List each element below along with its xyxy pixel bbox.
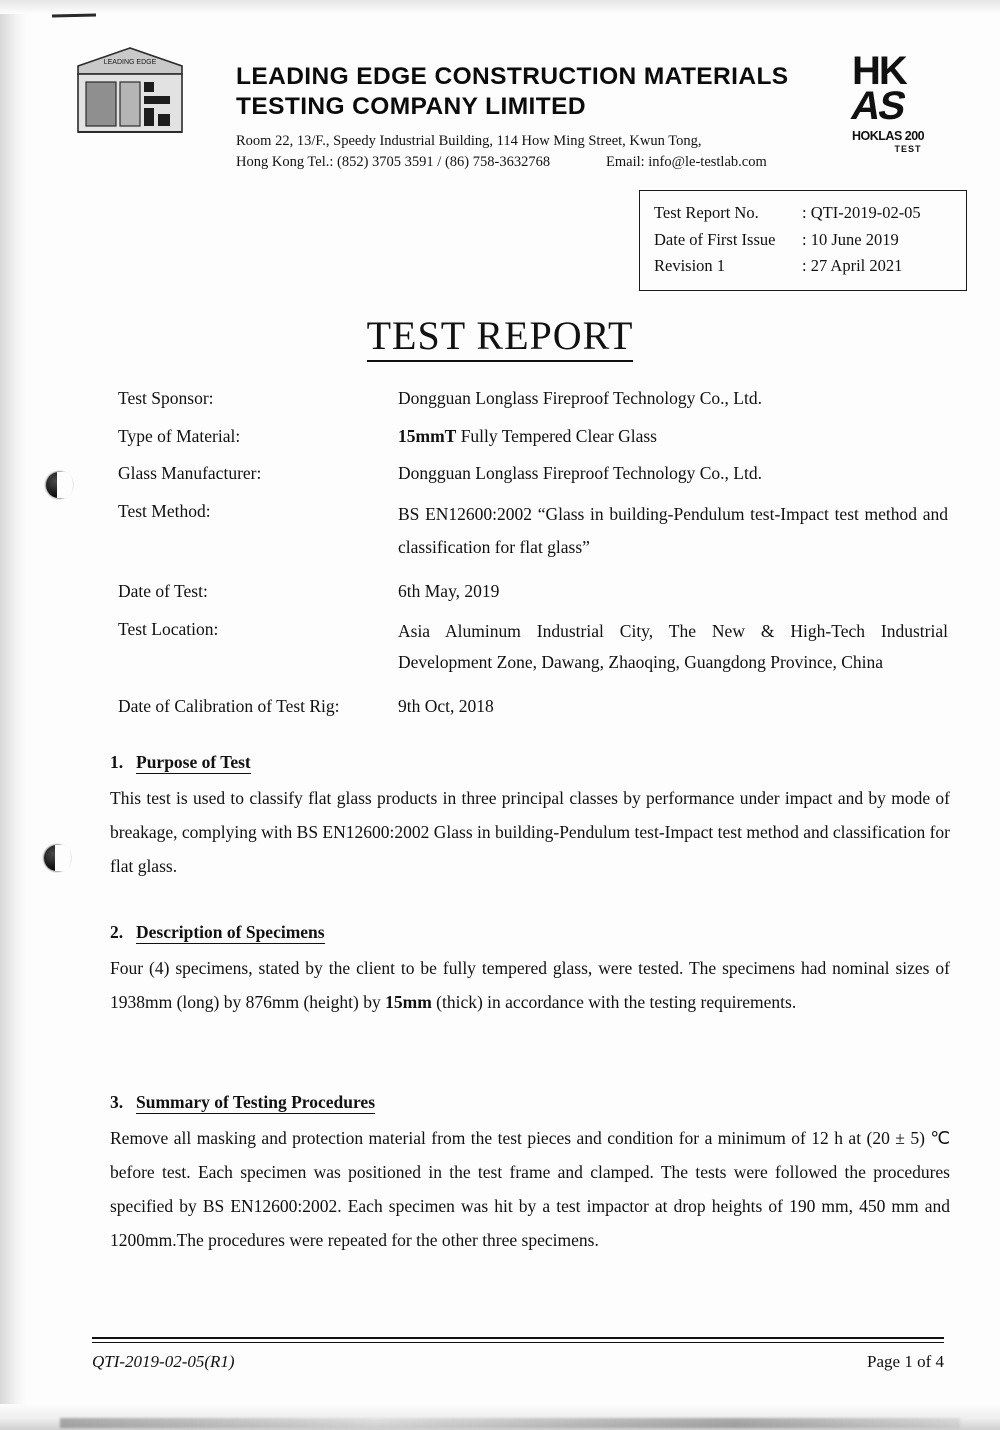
footer-page-number: Page 1 of 4 [867,1352,944,1371]
svg-text:LEADING EDGE: LEADING EDGE [103,59,157,66]
section-number: 1. [110,752,124,772]
meta-label: Test Sponsor: [118,388,214,408]
company-name-line2: TESTING COMPANY LIMITED [236,92,586,120]
report-metadata [118,385,948,730]
section-heading [110,922,950,943]
section-body-part1: Four (4) specimens, stated by the client to be fully tempered glass, were tested. The specimens had nominal sizes of 1938mm (long) by 876mm (height) by [110,958,950,1013]
section-body-emphasis: 15mm [385,992,432,1013]
section-heading-text: Purpose of Test [136,752,251,772]
accreditation-mark-top: HK [852,49,906,93]
meta-row-test-method [118,498,948,565]
scan-smudge [60,1418,960,1428]
meta-label: Date of Calibration of Test Rig: [118,695,340,716]
report-identification-box [639,190,967,291]
meta-row-test-sponsor [118,385,948,412]
meta-row-test-location [118,616,948,679]
meta-value: 9th Oct, 2018 [398,695,494,716]
company-address-line2: Hong Kong Tel.: (852) 3705 3591 / (86) 758-3632768 [236,153,551,170]
meta-value: BS EN12600:2002 “Glass in building-Pendulum test-Impact test method and classification for flat glass” [398,503,948,558]
section-heading [110,752,950,773]
section-body: Remove all masking and protection material from the test pieces and condition for a minimum of 12 h at (20 ± 5) ℃ before test. Each specimen was positioned in the test frame and clamped. The tests were followed the procedures specified by BS EN12600:2002. Each specimen was hit by a test impactor at drop heights of 190 mm, 450 mm and 1200mm.The procedures were repeated for the other three specimens. [110,1128,950,1251]
meta-value: Dongguan Longlass Fireproof Technology Co., Ltd. [398,463,762,484]
meta-row-type-of-material [118,423,948,450]
meta-value: Dongguan Longlass Fireproof Technology Co., Ltd. [398,388,762,408]
scan-edge-top [0,0,1000,14]
company-identity [236,62,816,173]
meta-row-glass-manufacturer [118,460,948,487]
section-number: 3. [110,1092,124,1112]
section-summary-of-testing-procedures [110,1092,950,1258]
section-body-part2: (thick) in accordance with the testing requirements. [431,992,797,1013]
meta-label: Test Method: [118,500,211,521]
binder-hole-icon [46,472,72,498]
corner-mark [52,14,96,18]
meta-row-date-of-test [118,578,948,605]
binder-hole-icon [44,845,70,871]
footer-doc-ref: QTI-2019-02-05(R1) [92,1352,235,1371]
company-address-line1: Room 22, 13/F., Speedy Industrial Building, 114 How Ming Street, Kwun Tong, [236,132,702,149]
meta-value [398,423,948,450]
page-title-text: TEST REPORT [367,313,634,362]
report-row [654,227,954,254]
first-issue-value: : 10 June 2019 [802,229,899,249]
company-logo-icon [72,44,187,136]
section-heading-text: Description of Specimens [136,922,325,942]
footer-divider [92,1337,944,1343]
company-name-line1: LEADING EDGE CONSTRUCTION MATERIALS [236,63,789,90]
accreditation-band-sub: TEST [894,144,922,155]
section-body: This test is used to classify flat glass products in three principal classes by performance under impact and by mode of breakage, complying with BS EN12600:2002 Glass in building-Pendulum test-Impact test method and classification for flat glass. [110,788,950,877]
accreditation-band: HOKLAS 200 [852,129,925,144]
report-row [654,253,954,280]
meta-label: Type of Material: [118,425,241,446]
meta-value: Asia Aluminum Industrial City, The New & High-Tech Industrial Development Zone, Dawang, Zhaoqing, Guangdong Province, China [398,620,948,673]
meta-label: Glass Manufacturer: [118,463,262,484]
page-footer [92,1352,944,1372]
meta-value-rest: Fully Tempered Clear Glass [456,425,657,446]
section-number: 2. [110,922,124,942]
section-purpose-of-test [110,752,950,883]
report-no-value: : QTI-2019-02-05 [802,203,921,222]
section-description-of-specimens [110,922,950,1019]
accreditation-mark-bottom: AS [847,84,909,129]
hoklas-accreditation-icon [847,49,964,164]
section-body [110,951,950,1019]
report-no-label: Test Report No. [654,203,759,222]
meta-row-calibration-date [118,693,948,720]
letterhead [0,36,1000,176]
scan-edge-left [0,0,26,1430]
revision-value: : 27 April 2021 [802,256,903,276]
meta-value-emphasis: 15mmT [398,425,457,446]
section-heading [110,1092,950,1113]
section-heading-text: Summary of Testing Procedures [136,1092,376,1112]
meta-label: Test Location: [118,618,219,639]
first-issue-label: Date of First Issue [654,229,776,249]
report-row [654,200,954,227]
meta-value: 6th May, 2019 [398,581,500,602]
revision-label: Revision 1 [654,256,726,276]
company-email: Email: info@le-testlab.com [606,153,767,170]
page-title [0,312,1000,359]
meta-label: Date of Test: [118,581,208,602]
